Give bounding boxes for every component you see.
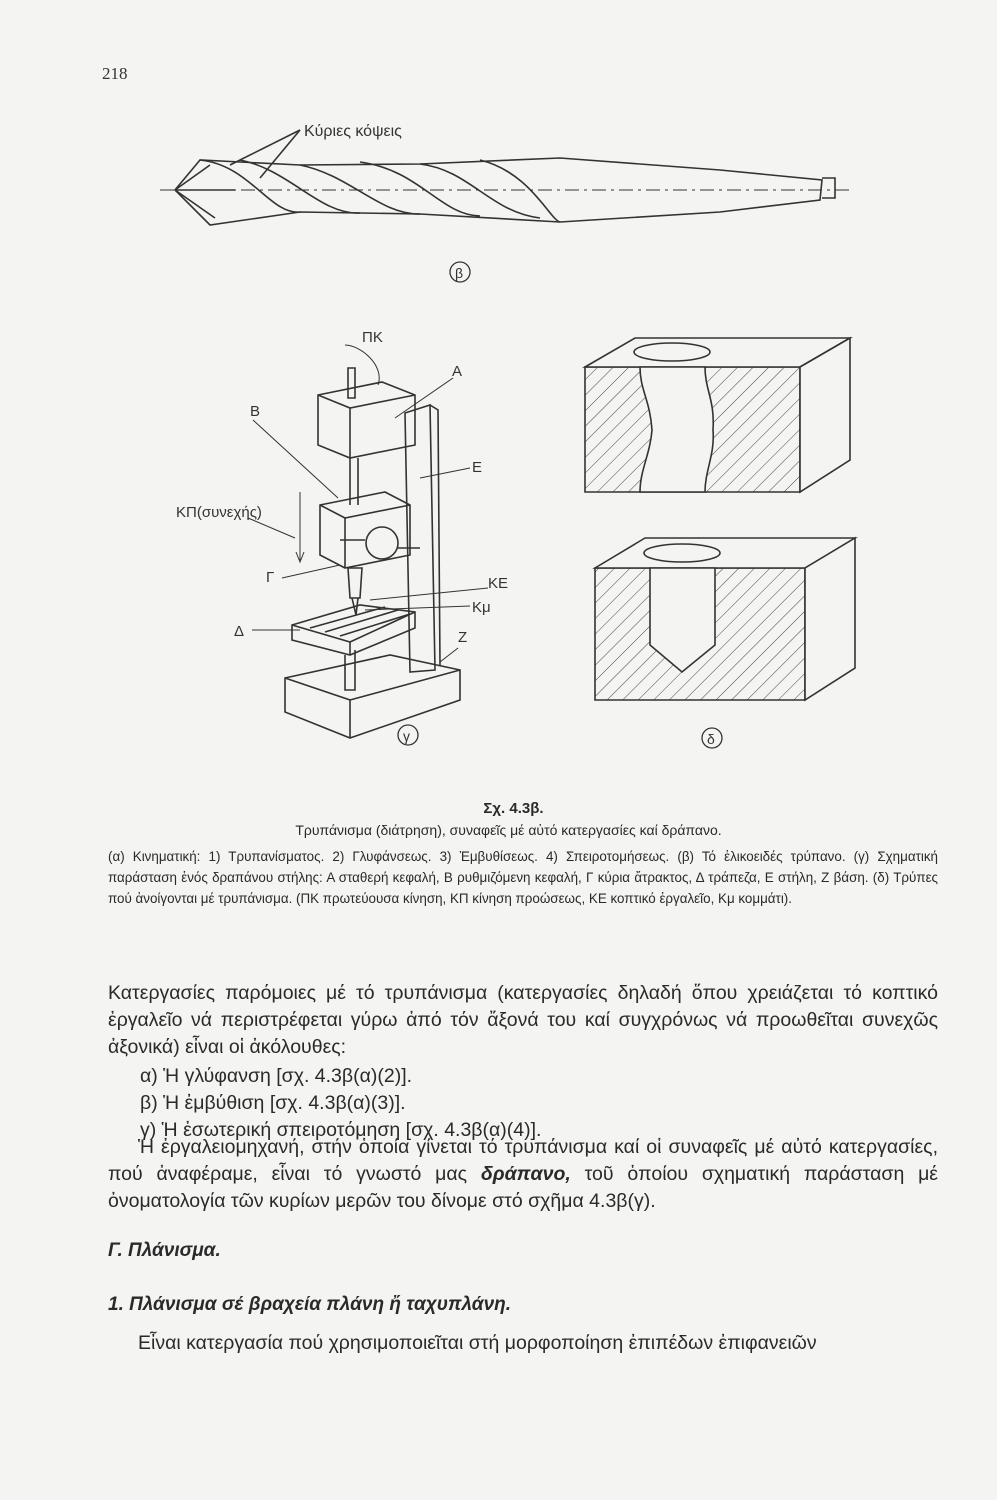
paragraph-2 [108,1134,938,1215]
label-delta-marker [702,728,722,748]
label-e: Ε [472,459,483,476]
paragraph-1: Κατεργασίες παρόμοιες μέ τό τρυπάνισμα (κατεργασίες δηλαδή ὅπου χρειάζεται τό κοπτικό ἐργαλεῖο νά περιστρέφεται γύρω ἀπό τόν ἄξονά του καί συγχρόνως νά προωθεῖται συνεχῶς ἀξονικά) εἶναι οἱ ἀκόλουθες: [108,982,938,1058]
section-heading: Γ. Πλάνισμα. [108,1240,221,1261]
label-ke: ΚΕ [488,575,509,592]
label-km: Κμ [472,599,491,616]
figure-caption-body: (α) Κινηματική: 1) Τρυπανίσματος. 2) Γλυφάνσεως. 3) Ἐμβυθίσεως. 4) Σπειροτομήσεως. (β) Τό ἑλικοειδές τρύπανο. (γ) Σχηματική παράσταση ἑνός δραπάνου στήλης: Α σταθερή κεφαλή, Β ρυθμιζόμενη κεφαλή, Γ κύρια ἄτρακτος, Δ τράπεζα, Ε στήλη, Ζ βάση. (δ) Τρύπες πού ἀνοίγονται μέ τρυπάνισμα. (ΠΚ πρωτεύουσα κίνηση, ΚΠ κίνηση προώσεως, ΚΕ κοπτικό ἐργαλεῖο, Κμ κομμάτι). [108,849,938,906]
label-g: Γ [266,569,275,586]
blind-hole-block [595,538,855,700]
label-gamma-marker [398,725,418,745]
drill-press [285,368,460,738]
label-b: Β [250,403,261,420]
label-a: Α [452,363,463,380]
label-delta: Δ [234,623,245,640]
label-z: Ζ [458,629,468,646]
twist-drill [160,130,850,225]
list-item-c: γ) Ἡ ἐσωτερική σπειροτόμηση [σχ. 4.3β(α)(4)]. [140,1119,542,1141]
page-number: 218 [102,64,128,83]
paragraph-2-end: τοῦ ὁποίου σχηματική παράσταση μέ ὀνοματολογία τῶν κυρίων μερῶν του δίνομε στό σχῆμα 4.3β(γ). [108,1163,938,1212]
figure-caption-title: Σχ. 4.3β. [483,800,544,817]
paragraph-2-start: Ἡ ἐργαλειομηχανή, στήν ὁποία γίνεται τό τρυπάνισμα καί οἱ συναφεῖς μέ αὐτό κατεργασίες, πού ἀναφέραμε, εἶναι τό γνωστό μας [108,1136,938,1185]
svg-text:δ: δ [707,731,715,747]
list-item-b: β) Ἡ ἐμβύθιση [σχ. 4.3β(α)(3)]. [140,1092,406,1114]
label-pk: ΠΚ [362,329,383,346]
label-beta-marker [450,262,470,282]
paragraph-3: Εἶναι κατεργασία πού χρησιμοποιεῖται στή μορφοποίηση ἐπιπέδων ἐπιφανειῶν [138,1332,817,1354]
subsection-heading: 1. Πλάνισμα σέ βραχεία πλάνη ἤ ταχυπλάνη. [108,1294,512,1315]
svg-text:β: β [455,265,464,281]
list-item-a: α) Ἡ γλύφανση [σχ. 4.3β(α)(2)]. [140,1065,413,1087]
figure-caption-subtitle: Τρυπάνισμα (διάτρηση), συναφεῖς μέ αὐτό κατεργασίες καί δράπανο. [295,822,722,838]
through-hole-block [585,338,850,492]
svg-text:γ: γ [403,728,410,744]
label-kp: ΚΠ(συνεχής) [176,504,262,521]
main-cuts-label: Κύριες κόψεις [304,123,402,140]
drill-press-leaders [248,345,488,662]
drill-term: δράπανο, [480,1163,571,1185]
